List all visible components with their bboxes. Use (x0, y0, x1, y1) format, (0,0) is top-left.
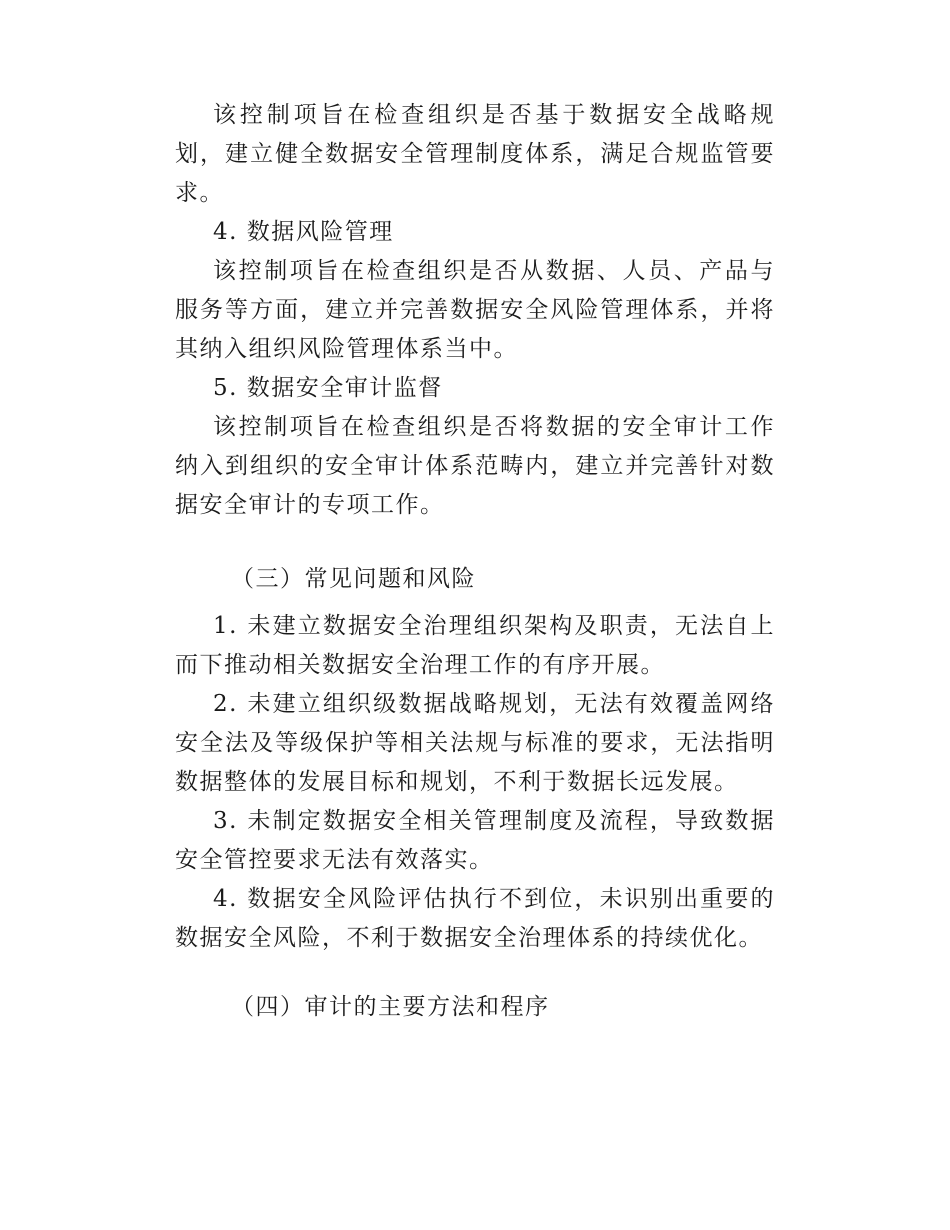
spacer (175, 599, 775, 607)
item-title-risk-management: 4. 数据风险管理 (213, 219, 394, 245)
paragraph-issue-4: 4. 数据安全风险评估执行不到位，未识别出重要的数据安全风险，不利于数据安全治理体系的持续优化。 (175, 886, 775, 951)
paragraph-audit-control: 该控制项旨在检查组织是否将数据的安全审计工作纳入到组织的安全审计体系范畴内，建立并完善针对数据安全审计的专项工作。 (175, 414, 775, 518)
paragraph-issue-1: 1. 未建立数据安全治理组织架构及职责，无法自上而下推动相关数据安全治理工作的有序开展。 (175, 613, 775, 678)
paragraph-strategy-control: 该控制项旨在检查组织是否基于数据安全战略规划，建立健全数据安全管理制度体系，满足合规监管要求。 (175, 102, 775, 206)
paragraph-issue-2: 2. 未建立组织级数据战略规划，无法有效覆盖网络安全法及等级保护等相关法规与标准的要求，无法指明数据整体的发展目标和规划，不利于数据长远发展。 (175, 691, 775, 795)
paragraph-issue-3: 3. 未制定数据安全相关管理制度及流程，导致数据安全管控要求无法有效落实。 (175, 808, 775, 873)
section-heading-issues-risks: （三）常见问题和风险 (231, 566, 476, 592)
item-title-audit-supervision: 5. 数据安全审计监督 (213, 375, 443, 401)
spacer (175, 525, 775, 560)
document-body (175, 96, 775, 1027)
section-heading-audit-methods: （四）审计的主要方法和程序 (231, 994, 550, 1020)
paragraph-risk-control: 该控制项旨在检查组织是否从数据、人员、产品与服务等方面，建立并完善数据安全风险管理体系，并将其纳入组织风险管理体系当中。 (175, 258, 775, 362)
spacer (175, 958, 775, 988)
